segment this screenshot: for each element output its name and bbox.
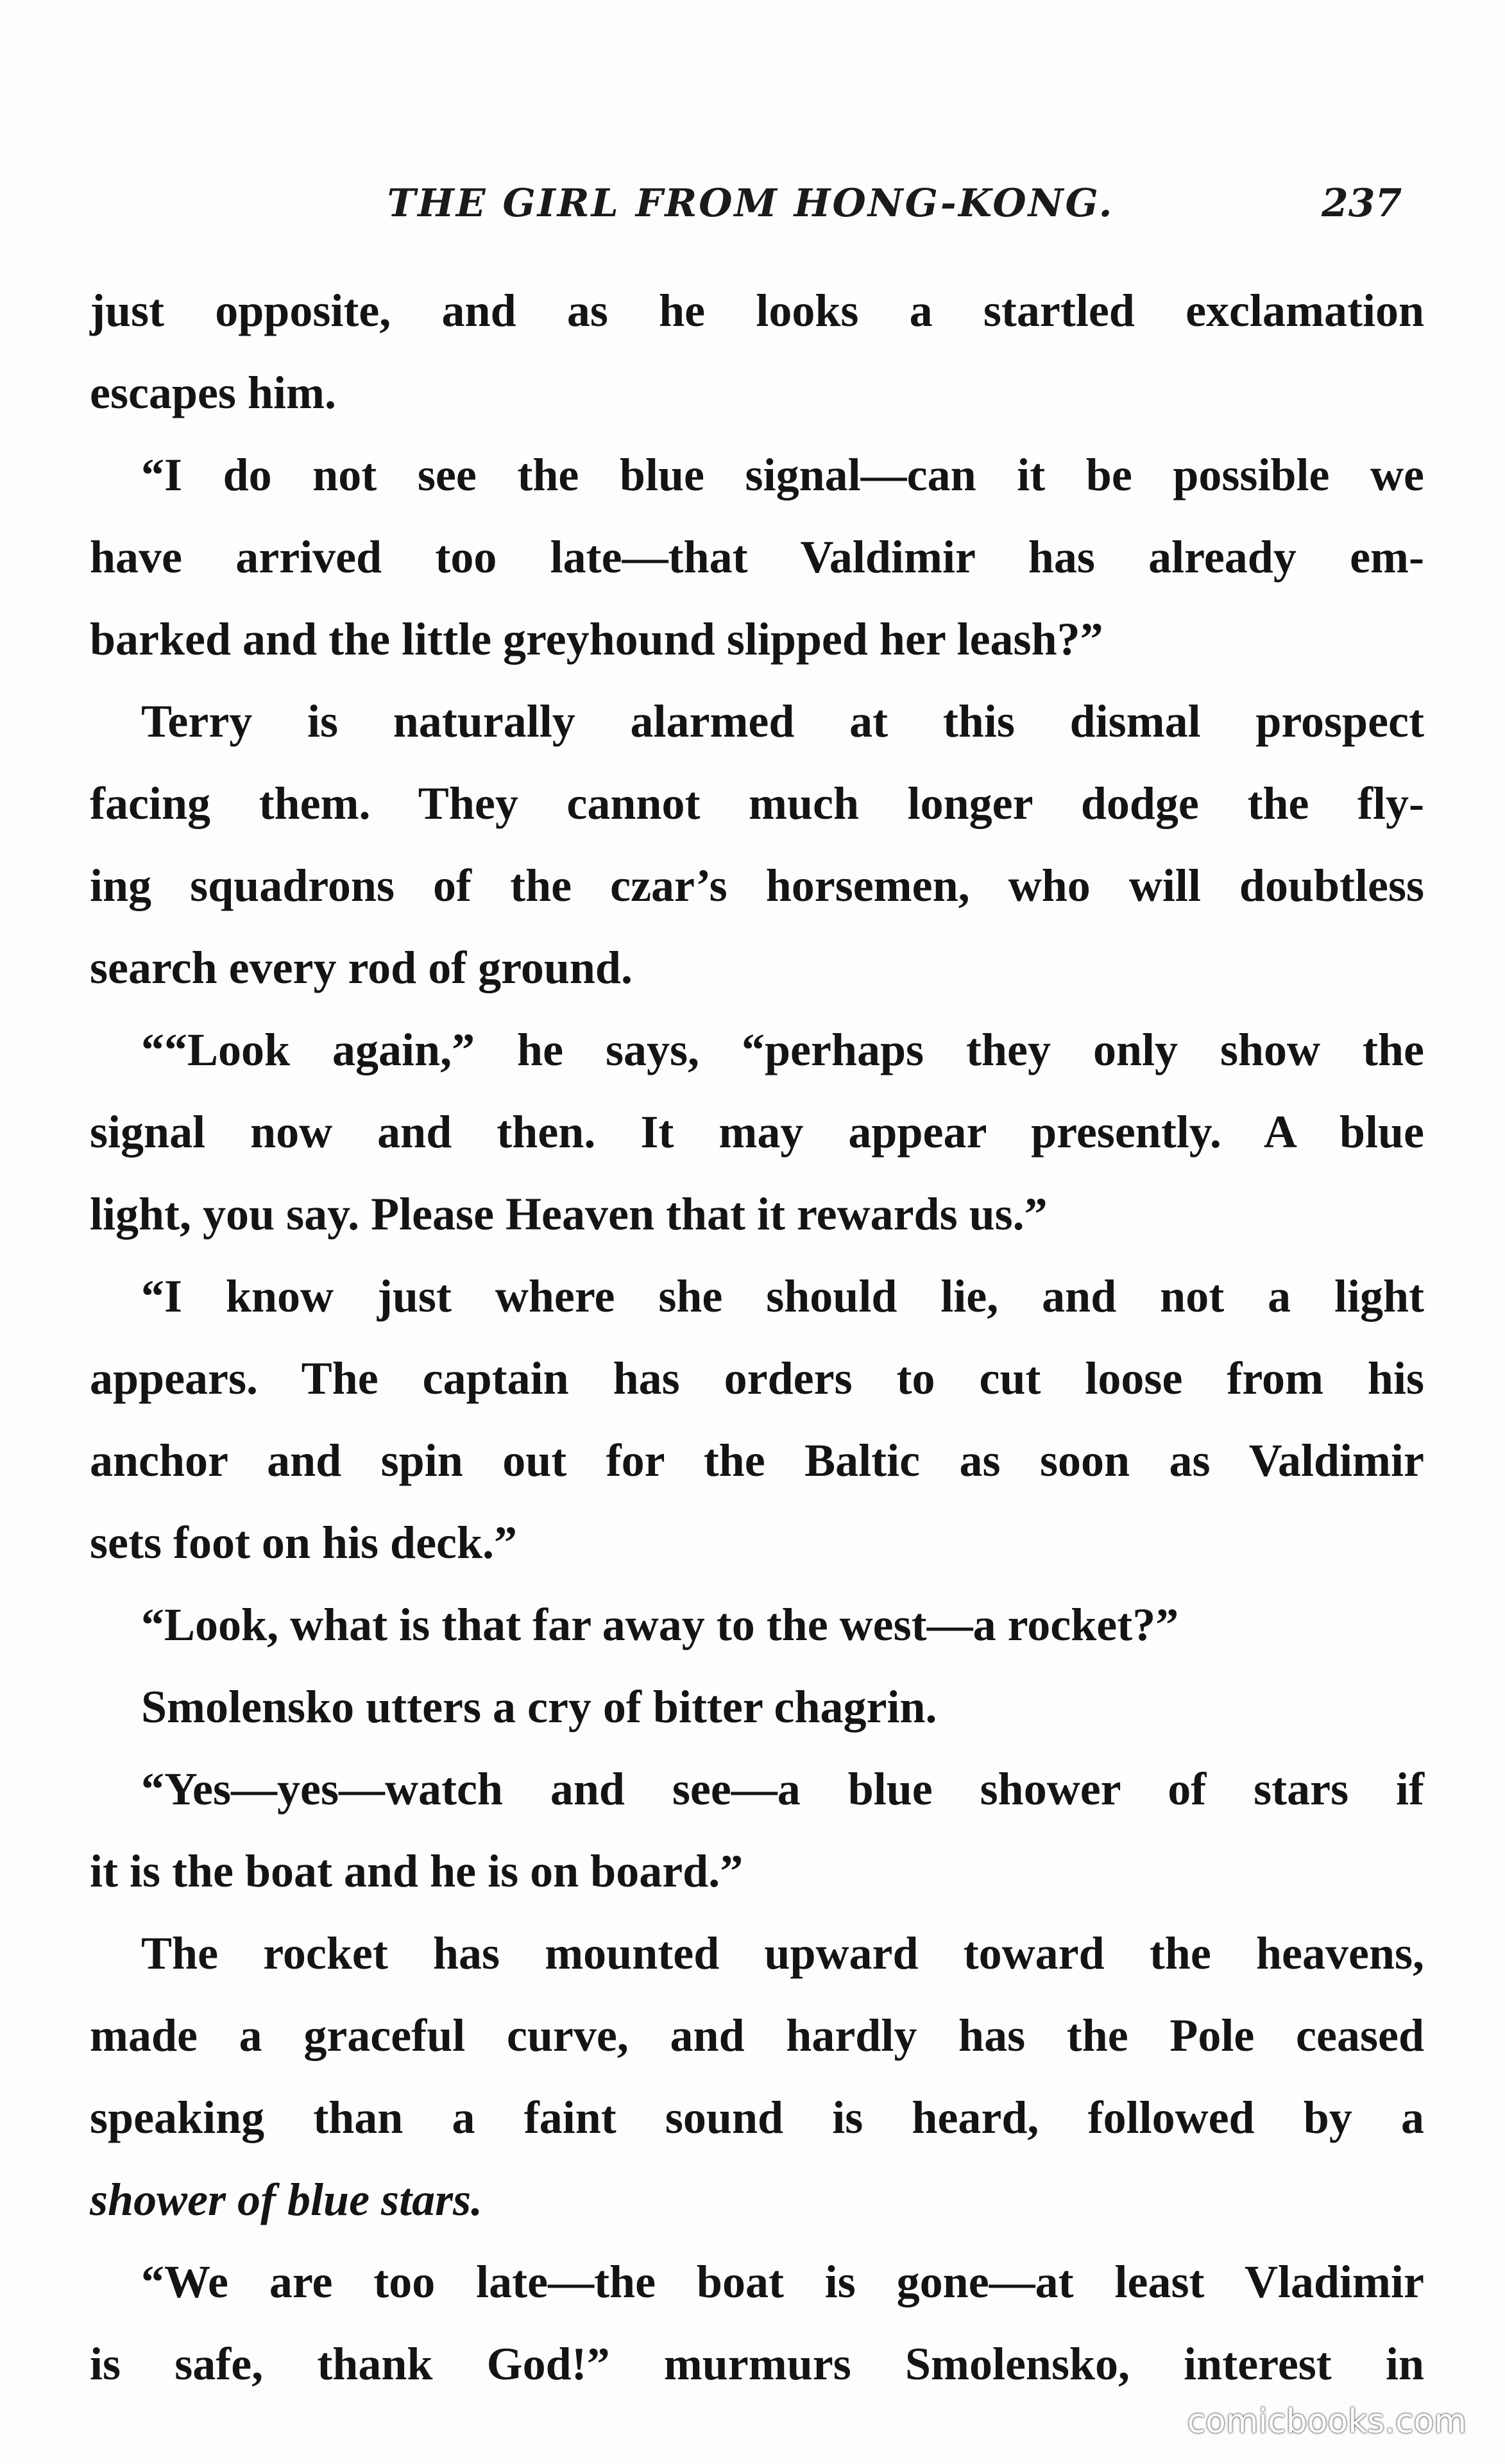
text-line: have arrived too late—that Valdimir has already em- [90,531,1424,583]
text-line: The rocket has mounted upward toward the heavens, [141,1928,1424,1979]
text-line: made a graceful curve, and hardly has the Pole ceased [90,2010,1424,2061]
text-line: sets foot on his deck.” [90,1517,518,1568]
text-line: barked and the little greyhound slipped her leash?” [90,613,1103,665]
text-line: ““Look again,” he says, “perhaps they only show the [141,1024,1424,1075]
running-title: THE GIRL FROM HONG-KONG. [387,181,1114,226]
text-line: “Yes—yes—watch and see—a blue shower of stars if [141,1763,1424,1815]
text-line: “I do not see the blue signal—can it be possible we [141,449,1424,501]
text-line: appears. The captain has orders to cut loose from his [90,1353,1424,1404]
text-line: just opposite, and as he looks a startled exclamation [90,285,1424,336]
text-line: Smolensko utters a cry of bitter chagrin. [141,1681,937,1733]
text-line: it is the boat and he is on board.” [90,1845,744,1897]
body-text [90,270,1424,2405]
text-line: ing squadrons of the czar’s horsemen, who will doubtless [90,860,1424,911]
text-line: “Look, what is that far away to the west—a rocket?” [141,1599,1179,1650]
text-line: signal now and then. It may appear presently. A blue [90,1106,1424,1158]
text-line: Terry is naturally alarmed at this dismal prospect [141,696,1424,747]
watermark: comicbooks.com [1187,2402,1467,2441]
text-line: “I know just where she should lie, and not a light [141,1270,1424,1322]
text-line: light, you say. Please Heaven that it rewards us.” [90,1188,1048,1240]
text-line: anchor and spin out for the Baltic as soon as Valdimir [90,1435,1424,1486]
text-line: speaking than a faint sound is heard, followed by a [90,2092,1424,2143]
text-line: facing them. They cannot much longer dodge the fly- [90,778,1424,829]
text-line: is safe, thank God!” murmurs Smolensko, interest in [90,2338,1424,2390]
text-line: search every rod of ground. [90,942,633,993]
text-line: shower of blue stars. [90,2174,483,2225]
page-number: 237 [1322,181,1402,226]
text-line: escapes him. [90,367,336,418]
text-line: “We are too late—the boat is gone—at least Vladimir [141,2256,1424,2307]
